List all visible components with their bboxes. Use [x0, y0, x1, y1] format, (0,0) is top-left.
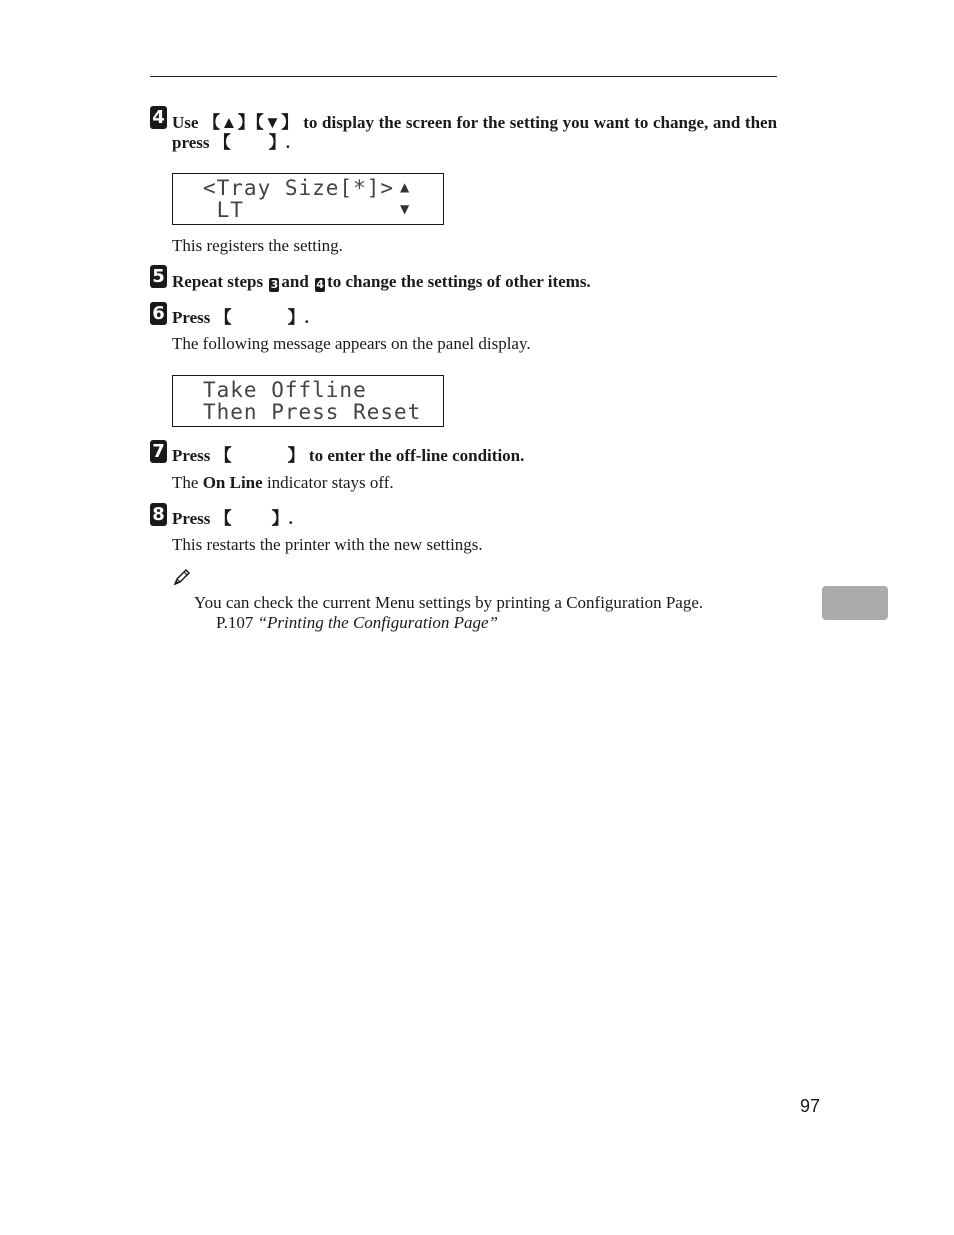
restarts-text: This restarts the printer with the new settings.: [172, 535, 483, 554]
registers-text: This registers the setting.: [172, 236, 343, 255]
step-7-number: 7: [150, 440, 167, 463]
step-8-number: 8: [150, 503, 167, 526]
lcd-line-2: LT: [203, 198, 244, 222]
step-5-number: 5: [150, 265, 167, 288]
step-6-text: Press 【 】.: [172, 308, 309, 327]
step-5-text: Repeat steps 3 and 4 to change the settings of other items.: [172, 272, 591, 291]
header-rule: [150, 76, 777, 77]
lcd-display-tray-size: [172, 173, 444, 225]
reference-link[interactable]: “Printing the Configuration Page”: [257, 613, 498, 632]
pencil-note-icon: [172, 567, 192, 587]
page-number: 97: [800, 1096, 821, 1116]
lcd-line-1: <Tray Size[*]>: [203, 176, 395, 200]
chapter-tab: [822, 586, 888, 620]
note-text: You can check the current Menu settings by printing a Configuration Page.: [194, 593, 704, 612]
step-4-text: Use 【▲】【▼】 to display the screen for the setting you want to change, and then press 【 】.: [172, 113, 778, 152]
note-reference: [216, 613, 498, 633]
step-4-number: 4: [150, 106, 167, 129]
lcd-down-arrow-icon: ▼: [400, 202, 410, 216]
step-4-use: Use: [172, 113, 199, 132]
step-7-text: Press 【 】 to enter the off-line condition.: [172, 446, 525, 465]
lcd-up-arrow-icon: ▲: [400, 180, 410, 194]
reference-page: P.107: [216, 613, 254, 632]
following-message-text: The following message appears on the panel display.: [172, 334, 531, 353]
up-arrow-key-icon: ▲: [220, 113, 238, 132]
step-ref-4: 4: [316, 278, 324, 291]
lcd-display-take-offline: [172, 375, 444, 427]
step-ref-3: 3: [270, 278, 279, 291]
step-4-instruction: to display the screen for the setting you want to change, and then press: [172, 113, 778, 152]
on-line-label: On Line: [202, 473, 263, 492]
online-indicator-text: The On Line indicator stays off.: [172, 473, 394, 492]
lcd-line-1: Take Offline: [203, 378, 367, 402]
step-8-text: Press 【 】.: [172, 509, 293, 528]
down-arrow-key-icon: ▼: [263, 113, 282, 132]
lcd-line-2: Then Press Reset: [203, 400, 422, 424]
step-6-number: 6: [150, 302, 167, 325]
